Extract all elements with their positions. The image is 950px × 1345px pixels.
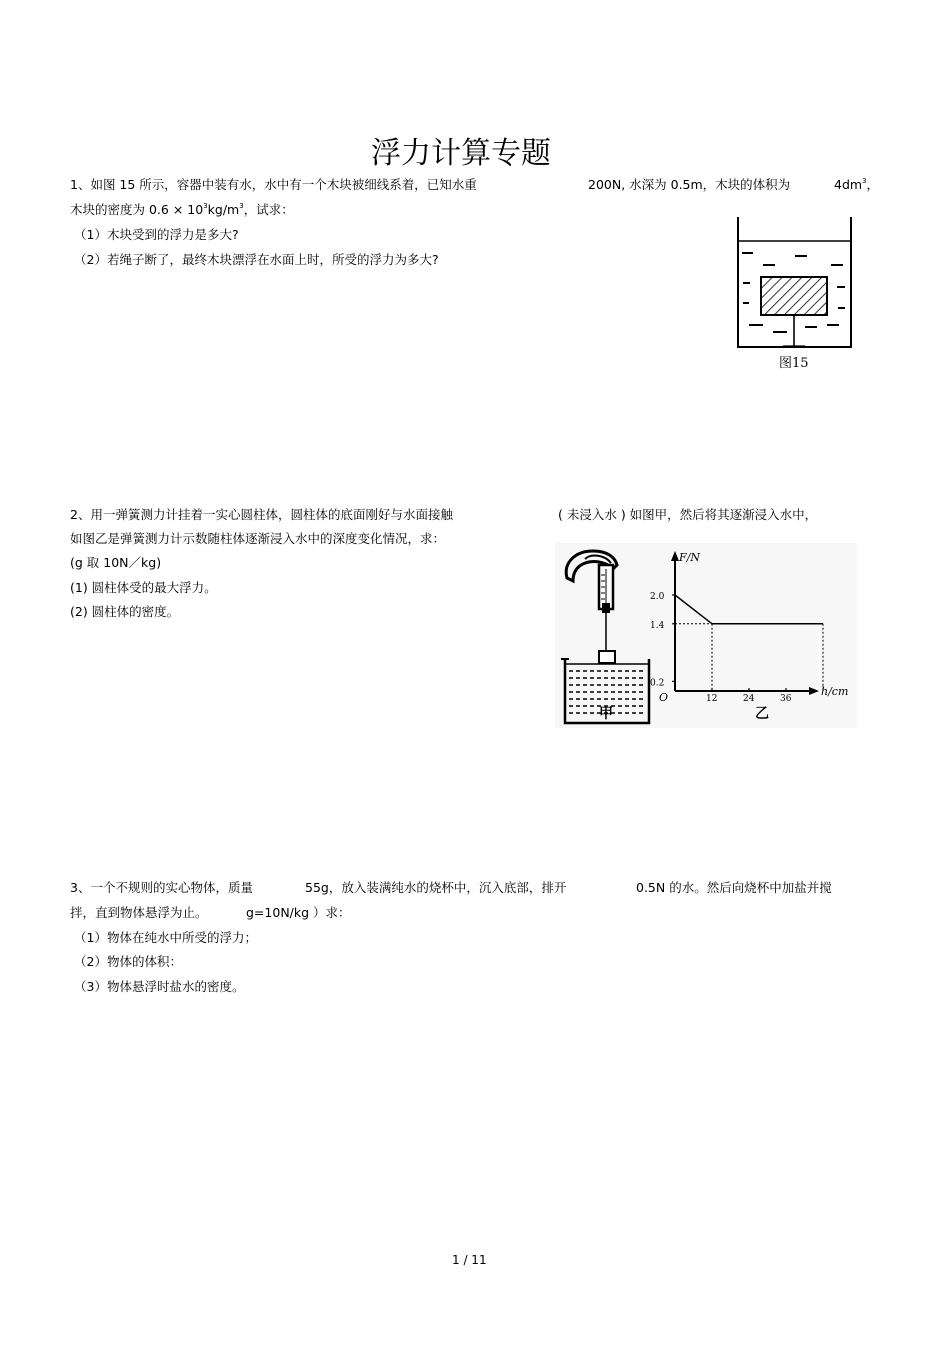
figure-15-caption: 图15	[779, 356, 809, 371]
x-tick-label: 12	[706, 694, 718, 704]
figure-15-drawing	[735, 215, 857, 375]
q3-line1-part1: 3、一个不规则的实心物体，质量	[70, 880, 253, 895]
y-tick-label: 1.4	[650, 620, 665, 631]
x-axis-arrow	[809, 687, 819, 695]
q3-line2-part1: 拌，直到物体悬浮为止。	[70, 905, 208, 920]
q2-subquestion-1: (1) 圆柱体受的最大浮力。	[70, 580, 217, 595]
x-axis-label: h/cm	[821, 685, 849, 698]
page-number: 1 / 11	[452, 1253, 487, 1267]
y-axis-arrow	[671, 551, 679, 561]
y-tick-label: 2.0	[650, 592, 665, 602]
q1-subquestion-2: （2）若绳子断了，最终木块漂浮在水面上时，所受的浮力为多大?	[74, 252, 439, 267]
q3-subquestion-2: （2）物体的体积：	[74, 954, 182, 969]
series-line	[675, 595, 823, 624]
y-tick-label: 0.2	[650, 678, 665, 689]
q3-line2-part2: g=10N/kg ）求：	[246, 905, 351, 920]
label-jia: 甲	[599, 706, 613, 722]
q2-subquestion-2: (2) 圆柱体的密度。	[70, 604, 180, 619]
q2-line1-part2: ( 未浸入水 ) 如图甲，然后将其逐渐浸入水中，	[558, 507, 818, 522]
q3-line1-part3: 0.5N 的水。然后向烧杯中加盐并搅	[636, 880, 832, 895]
page-title: 浮力计算专题	[371, 136, 551, 171]
chart-yi	[645, 543, 857, 728]
q1-line2: 木块的密度为 $0.6 \times 10^3kg/m^3$，试求：	[70, 202, 294, 217]
x-tick-label: 24	[743, 694, 755, 704]
y-axis-label: F/N	[679, 551, 700, 564]
q3-subquestion-1: （1）物体在纯水中所受的浮力；	[74, 930, 257, 945]
q1-line1-part2: 200N, 水深为 0.5m，木块的体积为	[588, 177, 791, 192]
figure-spring-scale	[555, 543, 857, 728]
q3-subquestion-3: （3）物体悬浮时盐水的密度。	[74, 979, 245, 994]
label-yi: 乙	[755, 706, 769, 722]
q1-line1-part1: 1、如图 15 所示，容器中装有水，水中有一个木块被细线系着，已知水重	[70, 177, 477, 192]
figure-15	[735, 215, 857, 375]
q2-line1-part1: 2、用一弹簧测力计挂着一实心圆柱体，圆柱体的底面刚好与水面接触	[70, 507, 453, 522]
origin-label: O	[659, 691, 669, 704]
q1-line1-volume: $4dm^3$，	[834, 177, 880, 192]
q3-line1-part2: 55g，放入装满纯水的烧杯中，沉入底部，排开	[305, 880, 567, 895]
q2-gravity-note: (g 取 10N／kg)	[70, 555, 162, 570]
x-tick-label: 36	[780, 694, 792, 704]
q2-line2: 如图乙是弹簧测力计示数随柱体逐渐浸入水中的深度变化情况，求：	[70, 531, 446, 546]
q1-subquestion-1: （1）木块受到的浮力是多大?	[74, 227, 239, 242]
